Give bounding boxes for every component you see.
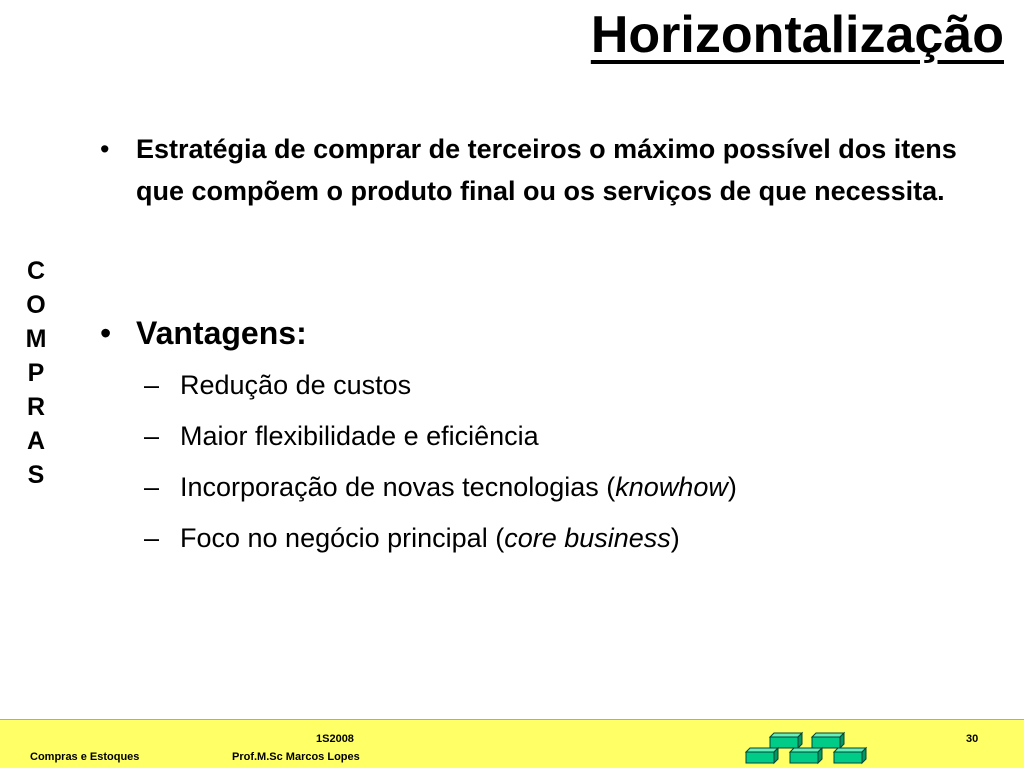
bullet-marker: • [100,134,110,164]
list-item-italic-term: core business [504,523,671,553]
bullet-marker: • [100,315,112,351]
slide-title: Horizontalização [590,6,1004,64]
list-item-text: Redução de custos [180,370,412,400]
side-vertical-word [16,254,56,492]
bullet-text: Estratégia de comprar de terceiros o máximo possível dos itens que compõem o produto final ou os serviços de que necessita. [136,134,957,206]
list-item [144,513,737,564]
footer-professor: Prof.M.Sc Marcos Lopes [232,751,360,763]
dash-marker: – [144,370,160,400]
list-item [144,360,737,411]
dash-marker: – [144,421,160,451]
side-letter: P [27,359,45,387]
footer-bar [0,719,1024,768]
list-item-text-end: ) [670,523,680,553]
page-number: 30 [966,733,979,745]
side-letter: C [26,257,46,285]
dash-marker: – [144,523,160,553]
list-item-text: Maior flexibilidade e eficiência [180,421,539,451]
side-letter: A [26,427,46,455]
green-blocks-logo-icon [742,731,878,765]
list-item [144,411,737,462]
footer-course-name: Compras e Estoques [30,751,140,763]
list-item [144,462,737,513]
side-letter: R [26,393,46,421]
list-item-text-start: Incorporação de novas tecnologias ( [180,472,616,502]
footer-semester: 1S2008 [316,733,354,745]
list-item-text [180,462,737,513]
side-letter: O [26,291,46,319]
side-letter: M [25,325,47,353]
bullet-strategy [96,128,986,212]
advantages-list [144,360,737,564]
list-item-text-start: Foco no negócio principal ( [180,523,505,553]
list-item-text [180,513,680,564]
list-item-italic-term: knowhow [615,472,728,502]
list-item-text-end: ) [727,472,737,502]
dash-marker: – [144,472,160,502]
side-letter: S [27,461,45,489]
bullet-advantages [96,309,986,357]
bullet-heading: Vantagens: [136,315,307,351]
